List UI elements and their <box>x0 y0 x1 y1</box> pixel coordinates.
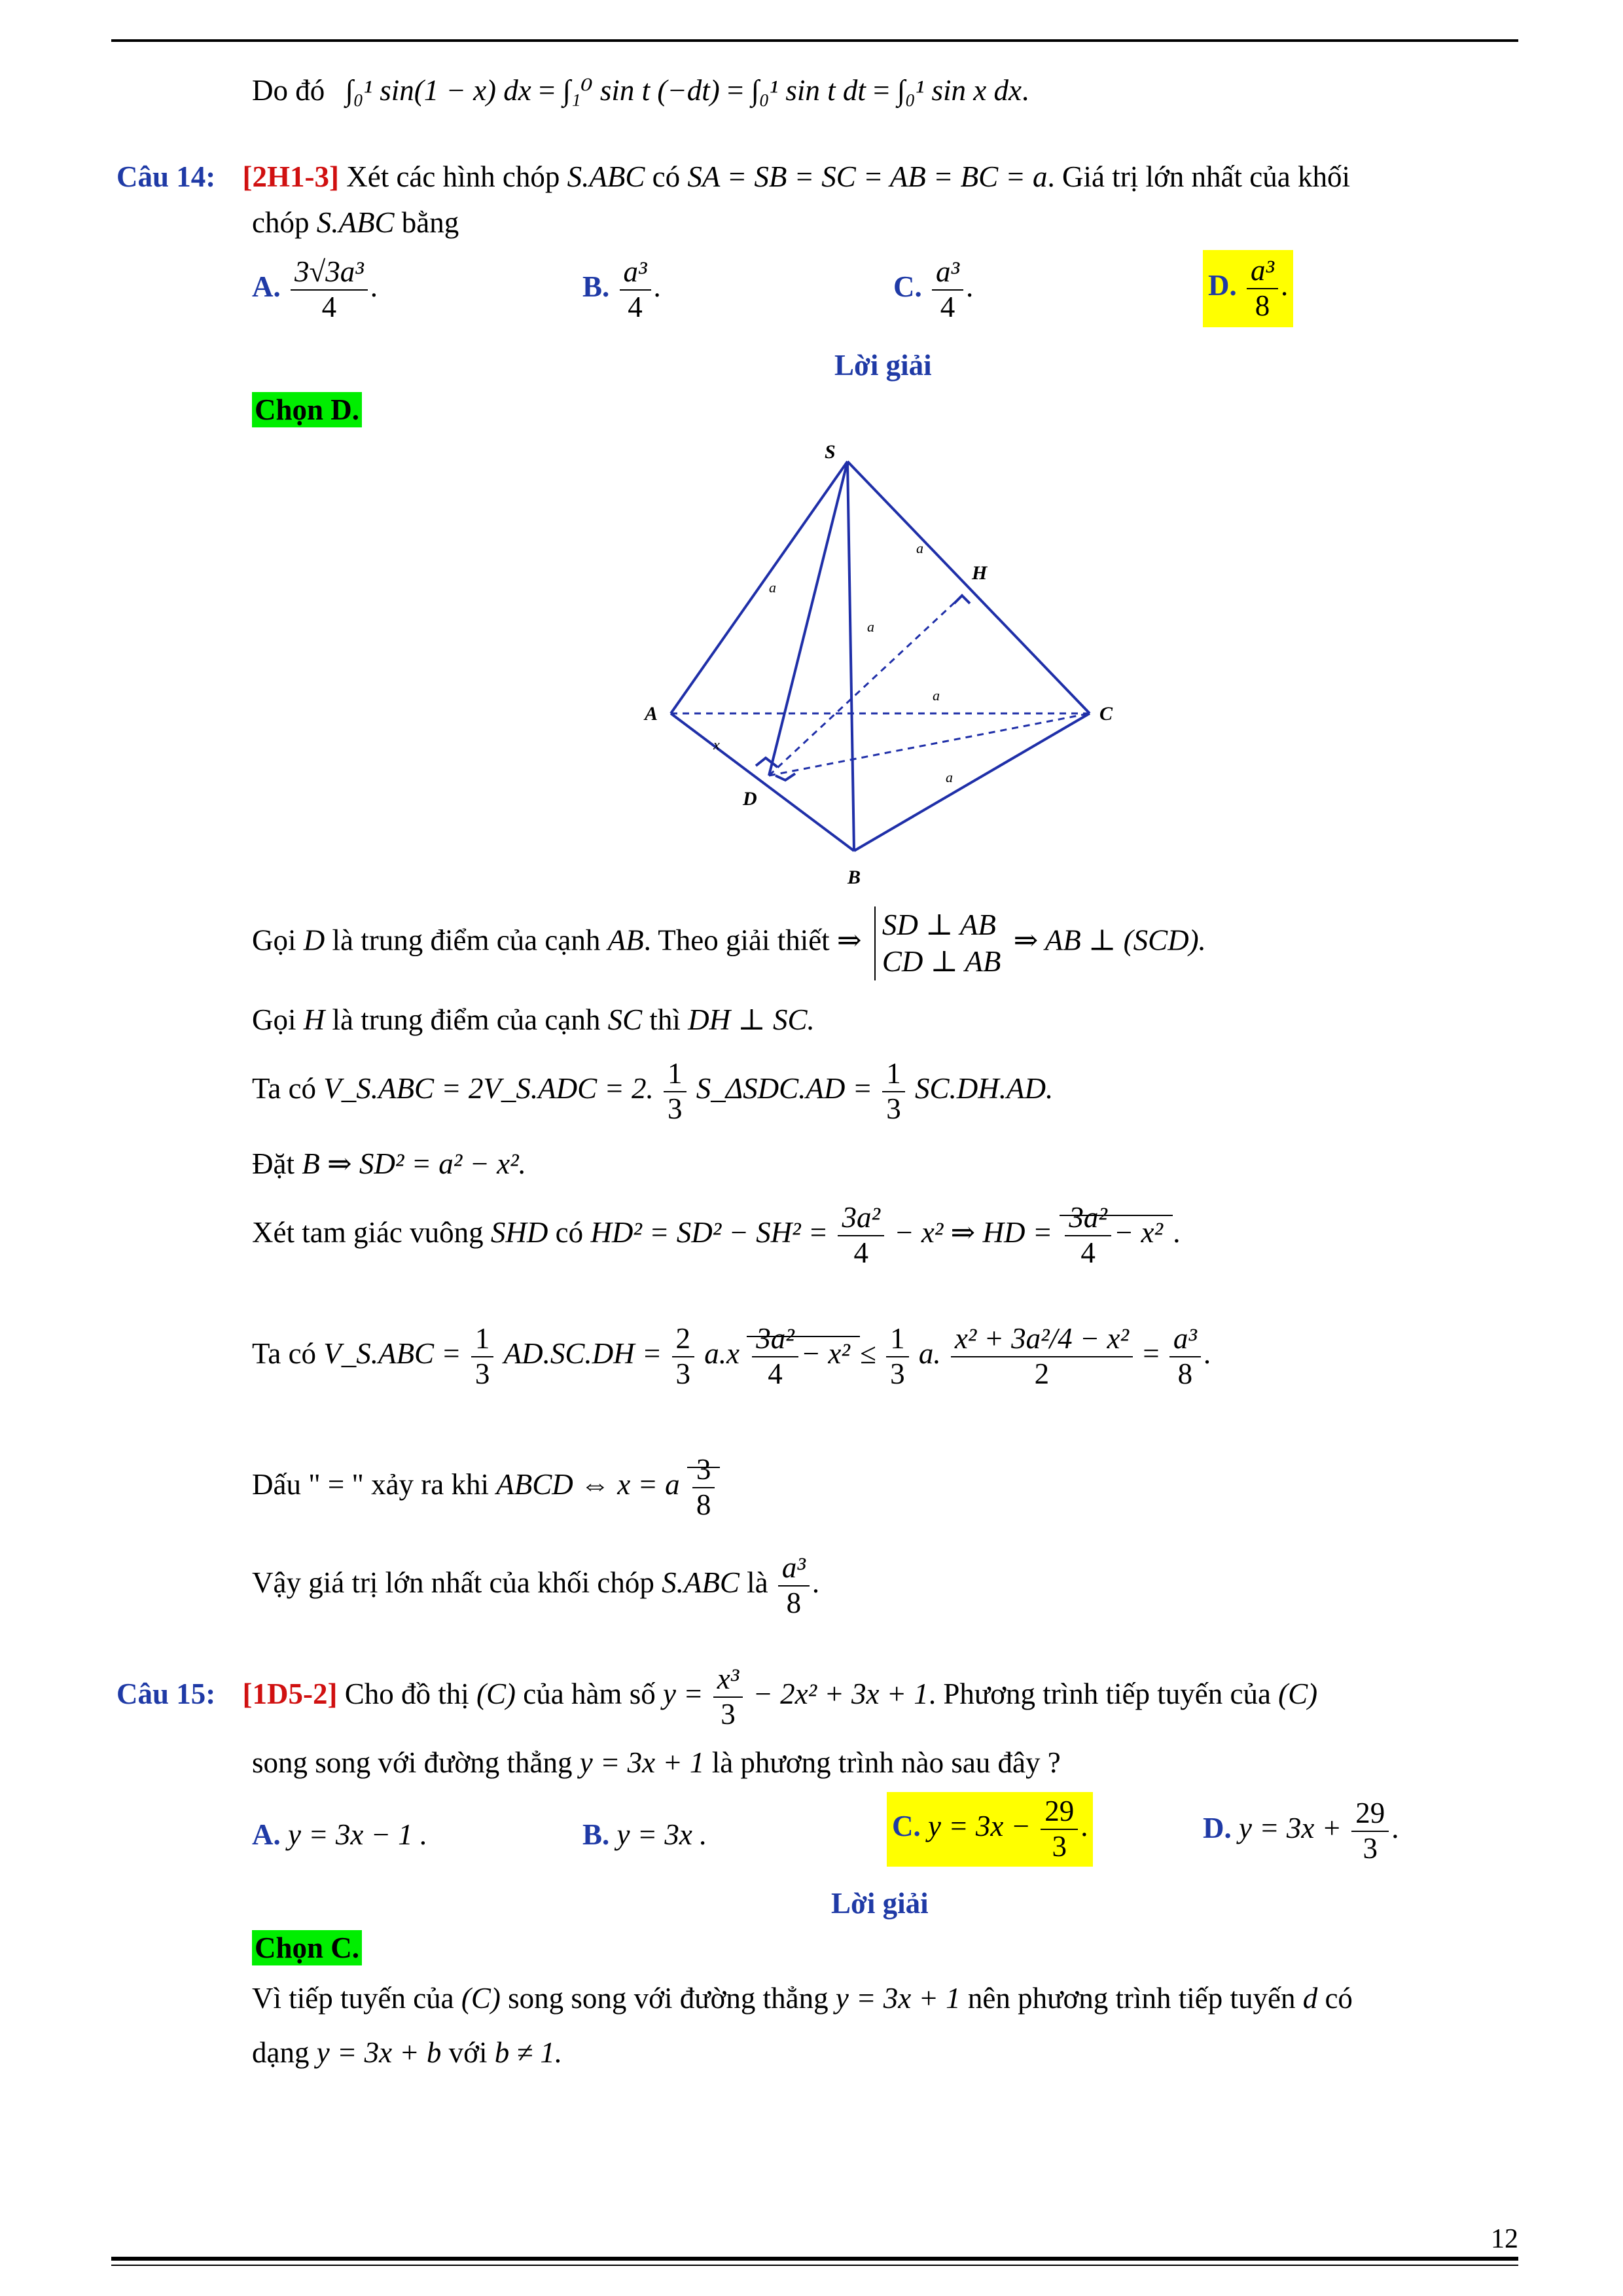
sol-line-5: Xét tam giác vuông SHD có HD² = SD² − SH² = $\frac{\text{3a²}}{4}$ − x² ⇒ HD = $\frac{\text{3a²}}{4}$ − x² . <box>252 1201 1181 1269</box>
text: là phương trình nào sau đây ? <box>711 1746 1061 1779</box>
system-row: SD ⊥ AB <box>882 908 996 941</box>
integral-expr-4: ∫₀¹ sin x dx <box>897 74 1022 107</box>
right-angle-D2 <box>776 774 795 780</box>
top-rule <box>111 39 1518 42</box>
math: B ⇒ SD² = a² − x². <box>302 1147 526 1180</box>
option-text: y = 3x + <box>1239 1812 1342 1845</box>
math: y = 3x + b <box>316 2036 442 2069</box>
math: ABCD ⇔ x = a <box>496 1468 680 1501</box>
option-text: y = 3x . <box>616 1818 707 1851</box>
frac-num: 29 <box>1041 1795 1078 1830</box>
frac-num: a³ <box>778 1551 810 1587</box>
option-letter: B. <box>582 270 610 304</box>
text: song song với đường thẳng <box>252 1746 573 1779</box>
integral-expr-3: ∫₀¹ sin t dt <box>751 74 866 107</box>
option-num: 3√3a³ <box>291 255 368 291</box>
integral-expr-2: ∫₁⁰ sin t (−dt) <box>562 74 720 107</box>
q15-option-b[interactable] <box>582 1816 707 1853</box>
q14-text-5: bằng <box>401 206 459 239</box>
text: Xét tam giác vuông <box>252 1216 484 1249</box>
sqrt: $\frac{\text{3a²}}{4}$ − x² <box>1060 1215 1173 1249</box>
frac-num: 3a² <box>838 1201 884 1236</box>
frac-den: 4 <box>1080 1236 1096 1269</box>
sol-line-4 <box>252 1145 526 1182</box>
sol-line-7 <box>252 1453 720 1522</box>
vertex-C: C <box>1099 703 1113 725</box>
sol-line-2 <box>252 1001 815 1038</box>
math: V_S.ABC = 2V_S.ADC = 2. <box>323 1072 654 1105</box>
text: . Theo giải thiết ⇒ <box>643 924 862 957</box>
text: dạng <box>252 2036 310 2069</box>
edge-SD <box>769 461 847 776</box>
math: − x² ⇒ HD = <box>894 1216 1053 1249</box>
text: Cho đồ thị <box>344 1677 469 1711</box>
q15-header <box>116 1662 1317 1732</box>
math: S.ABC <box>662 1566 740 1600</box>
text: là trung điểm của cạnh <box>332 924 601 957</box>
math: V_S.ABC = <box>323 1337 461 1371</box>
q14-option-c[interactable]: C. $\frac{\text{a³}}{4}$ . <box>893 255 974 323</box>
q15-sol-line-1 <box>252 1980 1353 2017</box>
math: d <box>1302 1982 1318 2015</box>
frac-den: 3 <box>668 1092 683 1125</box>
system <box>874 906 1001 980</box>
text: của hàm số <box>523 1677 656 1711</box>
pyramid-figure <box>628 432 1139 890</box>
edge-SB <box>847 461 854 851</box>
edge-label-a: a <box>946 769 953 785</box>
q15-option-c[interactable]: C. y = 3x − $\frac{29}{3}$ . <box>887 1792 1093 1867</box>
q14-pyramid-2: S.ABC <box>316 206 395 239</box>
edge-AB <box>671 713 854 851</box>
sqrt <box>687 1453 721 1521</box>
q15-tag: [1D5-2] <box>242 1677 338 1711</box>
math: (C) <box>461 1982 501 2015</box>
option-den: 4 <box>940 290 955 323</box>
frac-num: 1 <box>664 1057 687 1092</box>
text: nên phương trình tiếp tuyến <box>967 1982 1296 2015</box>
text: là trung điểm của cạnh <box>332 1003 601 1036</box>
text: . Phương trình tiếp tuyến của <box>928 1677 1271 1711</box>
segment-DH <box>769 596 962 776</box>
q14-option-d[interactable]: D. $\frac{\text{a³}}{8}$ . <box>1203 250 1293 327</box>
q14-text-3: . Giá trị lớn nhất của khối <box>1047 160 1350 193</box>
q14-answer <box>252 391 362 428</box>
option-num: a³ <box>1247 254 1278 289</box>
frac-den: 3 <box>1052 1829 1067 1863</box>
frac-num: x² + 3a²/4 − x² <box>951 1322 1133 1357</box>
frac-num: 29 <box>1351 1797 1389 1832</box>
math: (C) <box>476 1677 516 1711</box>
frac-den: 4 <box>768 1357 783 1390</box>
math: y = 3x + 1 <box>579 1746 705 1779</box>
text: Gọi <box>252 1003 296 1036</box>
text: Ta có <box>252 1072 317 1105</box>
q15-label: Câu 15: <box>116 1677 216 1711</box>
sol-line-1 <box>252 906 1206 980</box>
frac-den: 3 <box>675 1357 691 1390</box>
page-number: 12 <box>1491 2224 1518 2254</box>
sol-line-8: Vậy giá trị lớn nhất của khối chóp S.ABC là $\frac{\text{a³}}{8}$ . <box>252 1551 820 1619</box>
q14-text-4: chóp <box>252 206 310 239</box>
edge-SA <box>671 461 847 713</box>
frac-num: a³ <box>1169 1322 1201 1357</box>
text: Dấu " = " xảy ra khi <box>252 1468 490 1501</box>
math: b ≠ 1. <box>494 2036 563 2069</box>
math: H <box>303 1003 325 1036</box>
math: y = 3x + 1 <box>835 1982 961 2015</box>
option-num: a³ <box>932 255 963 291</box>
edge-label-a: a <box>916 540 923 556</box>
frac-num: 3a² <box>752 1322 798 1357</box>
text: Gọi <box>252 924 296 957</box>
vertex-S: S <box>825 441 836 463</box>
segment-DC <box>769 713 1090 776</box>
edge-label-a: a <box>769 579 776 596</box>
frac-num: 1 <box>471 1322 494 1357</box>
math: DH ⊥ SC. <box>688 1003 815 1036</box>
text: với <box>448 2036 488 2069</box>
q14-option-b[interactable]: B. $\frac{\text{a³}}{4}$ . <box>582 255 661 323</box>
math: ⇒ AB ⊥ (SCD). <box>1013 924 1206 957</box>
integral-line: Do đó ∫₀¹ sin(1 − x) dx = ∫₁⁰ sin t (−dt) = ∫₀¹ sin t dt = ∫₀¹ sin x dx. <box>252 74 1029 107</box>
frac-num: 1 <box>882 1057 905 1092</box>
math: SHD <box>490 1216 548 1249</box>
q15-option-a[interactable] <box>252 1816 427 1853</box>
frac-num: 3 <box>692 1453 715 1488</box>
q15-chon: Chọn C. <box>252 1930 362 1965</box>
sol-line-6: Ta có V_S.ABC = $\frac{1}{3}$ AD.SC.DH = $\frac{2}{3}$ a.x $\frac{\text{3a²}}{4}$ − x² ≤ $\frac{1}{3}$ a. $\frac{\text{x² + 3a²/4 − x²}}{2}$ = $\frac{\text{a³}}{8}$ . <box>252 1322 1211 1390</box>
math: y = <box>662 1677 704 1711</box>
vertex-D: D <box>743 788 757 810</box>
frac-den: 3 <box>474 1357 490 1390</box>
math: ≤ <box>860 1337 876 1371</box>
q14-condition: SA = SB = SC = AB = BC = a <box>687 160 1048 193</box>
frac-den: 3 <box>886 1092 901 1125</box>
system-row: CD ⊥ AB <box>882 945 1001 978</box>
math: SC <box>607 1003 643 1036</box>
option-letter: D. <box>1203 1812 1232 1845</box>
math: SC.DH.AD. <box>915 1072 1054 1105</box>
math: a. <box>918 1337 941 1371</box>
frac-den: 8 <box>786 1586 802 1619</box>
option-den: 4 <box>321 290 337 323</box>
frac-den: 4 <box>853 1236 868 1269</box>
q15-option-d[interactable]: D. y = 3x + $\frac{29}{3}$ . <box>1203 1797 1399 1865</box>
frac-den: 3 <box>890 1357 905 1390</box>
math: (C) <box>1278 1677 1318 1711</box>
math: − 2x² + 3x + 1 <box>753 1677 929 1711</box>
q15-line2 <box>252 1744 1061 1781</box>
option-den: 4 <box>628 290 643 323</box>
math: HD² = SD² − SH² = <box>590 1216 829 1249</box>
integral-expr-1: ∫₀¹ sin(1 − x) dx <box>345 74 531 107</box>
q14-solution-title: Lời giải <box>834 349 932 382</box>
q14-option-a[interactable]: A. $\frac{\text{3√3a³}}{4}$ . <box>252 255 378 323</box>
vertex-H: H <box>972 562 988 584</box>
edge-label-x: x <box>713 736 720 753</box>
frac-den: 3 <box>1363 1831 1378 1865</box>
frac-num: 1 <box>886 1322 909 1357</box>
q15-answer <box>252 1929 362 1966</box>
frac-den: 3 <box>721 1697 736 1731</box>
edge-BC <box>854 713 1090 851</box>
option-text: y = 3x − <box>928 1810 1031 1843</box>
q14-text-co: có <box>652 160 681 193</box>
sqrt: $\frac{\text{3a²}}{4}$ − x² <box>747 1336 860 1370</box>
q15-solution-title: Lời giải <box>831 1887 929 1920</box>
q14-text: Xét các hình chóp <box>346 160 560 193</box>
text: có <box>1325 1982 1353 2015</box>
q14-header <box>116 158 1350 195</box>
q14-label: Câu 14: <box>116 160 216 193</box>
edge-label-a: a <box>933 687 940 704</box>
vertex-A: A <box>645 703 658 725</box>
q14-chon: Chọn D. <box>252 392 362 427</box>
sol-line-3 <box>252 1057 1053 1126</box>
math: AD.SC.DH = <box>503 1337 662 1371</box>
bottom-rule-thin <box>111 2265 1518 2266</box>
option-letter: A. <box>252 270 281 304</box>
edge-SC <box>847 461 1090 713</box>
q15-sol-line-2 <box>252 2034 562 2071</box>
frac-den: 8 <box>696 1488 711 1521</box>
q14-pyramid: S.ABC <box>567 160 645 193</box>
text: là <box>747 1566 768 1600</box>
bottom-rule <box>111 2257 1518 2261</box>
frac-den: 8 <box>1177 1357 1193 1390</box>
math: = <box>1143 1337 1160 1371</box>
text: Ta có <box>252 1337 317 1371</box>
q14-tag: [2H1-3] <box>242 160 339 193</box>
frac-num: x³ <box>713 1662 743 1698</box>
math: S_ΔSDC.AD = <box>696 1072 873 1105</box>
text: Đặt <box>252 1147 294 1180</box>
option-den: 8 <box>1255 289 1270 322</box>
option-num: a³ <box>620 255 651 291</box>
math: D <box>303 924 325 957</box>
math: AB <box>607 924 644 957</box>
option-letter: A. <box>252 1818 281 1851</box>
option-letter: B. <box>582 1818 610 1851</box>
text: Vậy giá trị lớn nhất của khối chóp <box>252 1566 654 1600</box>
option-letter: D. <box>1208 269 1237 302</box>
vertex-B: B <box>847 867 861 888</box>
option-text: y = 3x − 1 . <box>288 1818 428 1851</box>
frac-num: 2 <box>672 1322 695 1357</box>
q14-line2 <box>252 204 459 241</box>
text: thì <box>649 1003 681 1036</box>
frac-num: 3a² <box>1065 1201 1111 1236</box>
text: song song với đường thẳng <box>508 1982 829 2015</box>
option-letter: C. <box>893 270 922 304</box>
edge-label-a: a <box>867 619 874 635</box>
text: có <box>555 1216 584 1249</box>
integral-intro: Do đó <box>252 74 325 107</box>
frac-den: 2 <box>1034 1357 1050 1390</box>
text: Vì tiếp tuyến của <box>252 1982 454 2015</box>
math: a.x <box>704 1337 740 1371</box>
option-letter: C. <box>892 1810 921 1843</box>
